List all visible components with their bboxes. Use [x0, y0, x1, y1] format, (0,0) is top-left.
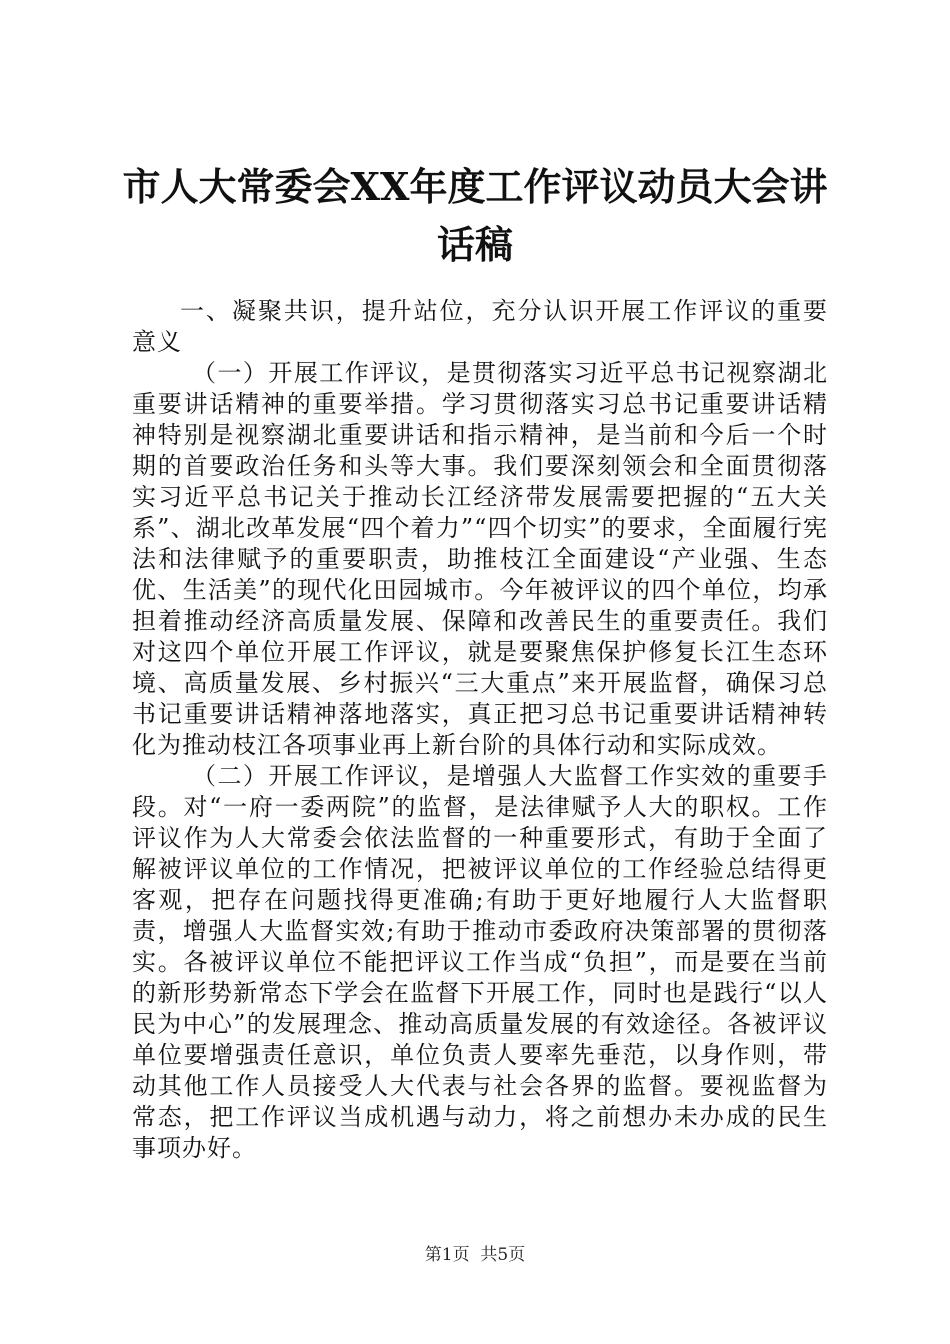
page-number-footer: 第1页 共5页	[424, 1245, 526, 1265]
document-title: 市人大常委会XX年度工作评议动员大会讲话稿	[122, 164, 828, 267]
document-body	[132, 296, 828, 1164]
section-heading: 一、凝聚共识，提升站位，充分认识开展工作评议的重要意义	[132, 297, 828, 356]
paragraph-1: （一）开展工作评议，是贯彻落实习近平总书记视察湖北重要讲话精神的重要举措。学习贯彻落实习总书记重要讲话精神特别是视察湖北重要讲话和指示精神，是当前和今后一个时期的首要政治任务和头等大事。我们要深刻领会和全面贯彻落实习近平总书记关于推动长江经济带发展需要把握的“五大关系”、湖北改革发展“四个着力”“四个切实”的要求，全面履行宪法和法律赋予的重要职责，助推枝江全面建设“产业强、生态优、生活美”的现代化田园城市。今年被评议的四个单位，均承担着推动经济高质量发展、保障和改善民生的重要责任。我们对这四个单位开展工作评议，就是要聚焦保护修复长江生态环境、高质量发展、乡村振兴“三大重点”来开展监督，确保习总书记重要讲话精神落地落实，真正把习总书记重要讲话精神转化为推动枝江各项事业再上新台阶的具体行动和实际成效。	[132, 359, 828, 759]
paragraph-2: （二）开展工作评议，是增强人大监督工作实效的重要手段。对“一府一委两院”的监督，是法律赋予人大的职权。工作评议作为人大常委会依法监督的一种重要形式，有助于全面了解被评议单位的工作情况，把被评议单位的工作经验总结得更客观，把存在问题找得更准确;有助于更好地履行人大监督职责，增强人大监督实效;有助于推动市委政府决策部署的贯彻落实。各被评议单位不能把评议工作当成“负担”，而是要在当前的新形势新常态下学会在监督下开展工作，同时也是践行“以人民为中心”的发展理念、推动高质量发展的有效途径。各被评议单位要增强责任意识，单位负责人要率先垂范，以身作则，带动其他工作人员接受人大代表与社会各界的监督。要视监督为常态，把工作评议当成机遇与动力，将之前想办未办成的民生事项办好。	[132, 762, 828, 1162]
